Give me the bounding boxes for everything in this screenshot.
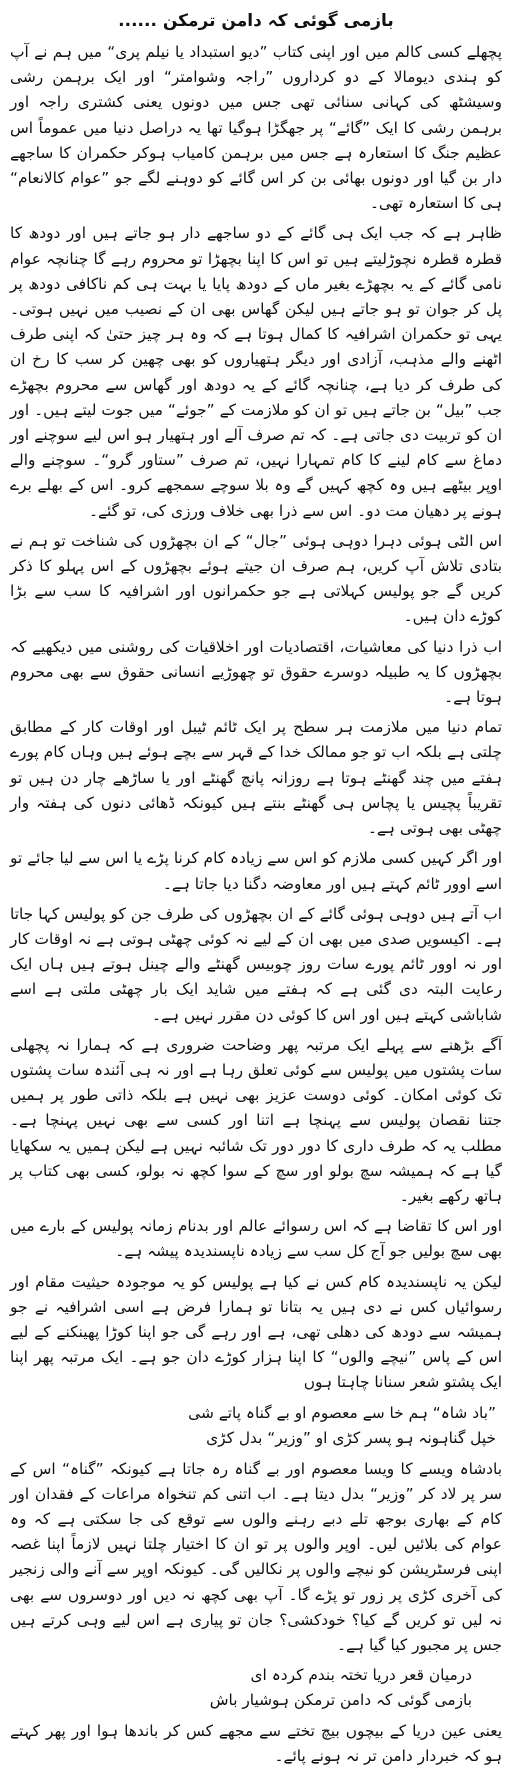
paragraph: بادشاہ ویسے کا ویسا معصوم اور بے گناہ رہ جاتا ہے کیونکہ ”گناہ“ اس کے سر پر لاد کر ”وزیر“ بدل دیتا ہے۔ اب اتنی کم تنخواہ مراعات کے فقدان اور کام کے بھاری بوجھ تلے دبے رہنے والوں سے توقع کی جا سکتی ہے کہ وہ عوام کی بلائیں لیں۔ اوپر والوں پر تو ان کا اختیار چلتا نہیں لازماً اپنا غصہ اپنی فرسٹریشن کو نیچے والوں پر نکالیں گی۔ کیونکہ اوپر سے آنے والی زنجیر کی آخری کڑی پر زور تو پڑے گا۔ آپ بھی کچھ نہ دیں اور دوسروں سے بھی نہ لیں تو کریں گے کیا؟ خودکشی؟ جان تو پیاری ہے اس لیے وہی کرتے ہیں جس پر مجبور کیا گیا ہے۔ [10,1459,502,1654]
article-title: بازمی گوئی کہ دامن ترمکن ...... [118,11,394,31]
verse-line: درمیان قعر دریا تختہ بندم کردہ ای [250,1666,472,1685]
paragraph: تمام دنیا میں ملازمت ہر سطح پر ایک ٹائم ٹیبل اور اوقات کار کے مطابق چلتی ہے بلکہ اب تو جو ممالک خدا کے قہر سے بچے ہوئے ہیں وہاں کام پورے ہفتے میں چند گھنٹے ہوتا ہے روزانہ پانچ گھنٹے اور یا ساڑھے چار دن ہیں تو تقریباً پچیس یا پچاس ہی گھنٹے بنتے ہیں کیونکہ ڈھائی دنوں کی ہفتہ وار چھٹی بھی ہوتی ہے۔ [10,718,502,838]
closing-couplet [10,1663,502,1713]
paragraph: لیکن یہ ناپسندیدہ کام کس نے کیا ہے پولیس کو یہ موجودہ حیثیت مقام اور رسوائیاں کس نے دی ہیں یہ بتانا تو ہمارا فرض ہے اسی اشرافیہ نے جو ہمیشہ سے دودھ کی دھلی تھی، ہے اور رہے گی جو اپنا کوڑا پھینکنے کے لیے اس کے پاس ”نیچے والوں“ کا اپنا ہزار کوڑے دان جو ہے۔ ایک مرتبہ پھر اپنا ایک پشتو شعر سنانا چاہتا ہوں [10,1272,502,1392]
verse-line: ”باد شاہ“ ہم خا سے معصوم او بے گناہ پاتے شی [188,1403,496,1422]
verse-line: خپل گناہونہ ہو پسر کڑی او ”وزیر“ بدل کڑی [206,1428,496,1447]
paragraph: اب آتے ہیں دوہی ہوئی گائے کے ان بچھڑوں کی طرف جن کو پولیس کہا جاتا ہے۔ اکیسویں صدی میں بھی ان کے لیے نہ کوئی چھٹی ہوتی ہے نہ اوقات کار اور نہ اوور ٹائم پورے سات روز چوبیس گھنٹے والے چینل ہوتے ہیں ہاں ایک رعایت البتہ دی گئی ہے کہ ہفتے میں شاید ایک بار چھٹی ملتی ہے اسے شاباشی کہتے ہیں اور اس کا کوئی دن مقرر نہیں ہے۔ [10,904,502,1024]
paragraph: اور اگر کہیں کسی ملازم کو اس سے زیادہ کام کرنا پڑے یا اس سے لیا جائے تو اسے اوور ٹائم کہتے ہیں اور معاوضہ دگنا دیا جاتا ہے۔ [10,849,502,893]
paragraph: اور اس کا تقاضا ہے کہ اس رسوائے عالم اور بدنام زمانہ پولیس کے بارے میں بھی سچ بولیں جو آج کل سب سے زیادہ ناپسندیدہ پیشہ ہے۔ [10,1217,502,1261]
verse-line: بازمی گوئی کہ دامن ترمکن ہوشیار باش [209,1691,472,1710]
paragraph: پچھلے کسی کالم میں اور اپنی کتاب ”دیو استبداد یا نیلم پری“ میں ہم نے آپ کو ہندی دیومالا کے دو کرداروں ”راجہ وشوامتر“ اور ایک برہمن رشی وسیشٹھ کی کہانی سنائی تھی جس میں دونوں یعنی کشتری راجہ اور برہمن رشی کا ایک ”گائے“ پر جھگڑا ہوگیا تھا یہ دراصل دنیا میں عموماً اس عظیم جنگ کا استعارہ ہے جس میں برہمن کامیاب ہوکر حکمران کا ساجھے دار بن گیا اور دونوں بھائی بن کر اس گائے کو دوہنے لگے جو ”عوام کالانعام“ ہی کا استعارہ تھی۔ [10,43,502,213]
paragraph: اب ذرا دنیا کی معاشیات، اقتصادیات اور اخلاقیات کی روشنی میں دیکھیے کہ بچھڑوں کا یہ طبیلہ دوسرے حقوق تو چھوڑیے انسانی حقوق سے بھی محروم ہوتا ہے۔ [10,637,502,707]
paragraph: اس الٹی ہوئی دہرا دوہی ہوئی ”جال“ کے ان بچھڑوں کی شناخت تو ہم نے بتادی تلاش آپ کریں، ہم صرف ان جیتے ہوئے بچھڑوں کے اس پہلو کا ذکر کریں گے جو پولیس کہلاتی ہے جو حکمرانوں اور اشرافیہ کا سب سے بڑا کوڑے دان ہیں۔ [10,531,502,626]
pashto-verse [10,1401,502,1451]
paragraph: آگے بڑھنے سے پہلے ایک مرتبہ پھر وضاحت ضروری ہے کہ ہمارا نہ پچھلی سات پشتوں میں پولیس سے کوئی تعلق رہا ہے اور نہ ہی آئندہ سات پشتوں تک کوئی امکان۔ کوئی دوست عزیز بھی نہیں ہے بلکہ ذاتی طور پر ہمیں جتنا نقصان پولیس سے پہنچا ہے اتنا اور کسی سے بھی نہیں پہنچا ہے۔ مطلب یہ کہ طرف داری کا دور دور تک شائبہ نہیں ہے لیکن ہمیں یہ سکھایا گیا ہے کہ ہمیشہ سچ بولو اور سچ کے سوا کچھ نہ بولو، کسی بھی کتاب پر ہاتھ رکھے بغیر۔ [10,1035,502,1205]
final-line: یعنی عین دریا کے بیچوں بیچ تختے سے مجھے کس کر باندھا ہوا اور پھر کہتے ہو کہ خبردار دامن تر نہ ہونے پائے۔ [10,1722,502,1766]
paragraph: ظاہر ہے کہ جب ایک ہی گائے کے دو ساجھے دار ہو جاتے ہیں اور دودھ کا قطرہ قطرہ نچوڑلیتے ہیں تو اس کا اپنا بچھڑا تو محروم رہے گا چنانچہ عوام نامی گائے کے یہ بچھڑے بغیر ماں کے دودھ پایا یا بہت ہی کم ناکافی دودھ پر پل کر جوان تو ہو جاتے ہیں لیکن گھاس بھی ان کے نصیب میں نہیں ہوتی۔ یہی تو حکمران اشرافیہ کا کمال ہوتا ہے کہ وہ ہر چیز حتیٰ کہ اپنی طرف اٹھنے والے مذہب، آزادی اور دیگر ہتھیاروں کو بھی چھین کر سب کا رخ ان کی طرف کر دیا ہے، چنانچہ گائے کے یہ دودھ اور گھاس سے محروم بچھڑے جب ”بیل“ بن جاتے ہیں تو ان کو ملازمت کے ”جوئے“ میں جوت لیتے ہیں۔ اور ان کو تربیت دی جاتی ہے۔ کہ تم صرف آلے اور ہتھیار ہو اس لیے سوچنے اور دماغ سے کام لینے کا کام تمہارا نہیں، تم صرف ”ستاور گرو“۔ سوچنے والے اوپر بیٹھے ہیں وہ کچھ کہیں گے وہ بلا سوچے سمجھے کرو۔ اس کے بھلے برے ہونے پر دھیان مت دو۔ اس سے ذرا بھی خلاف ورزی کی، تو گئے۔ [10,224,502,520]
